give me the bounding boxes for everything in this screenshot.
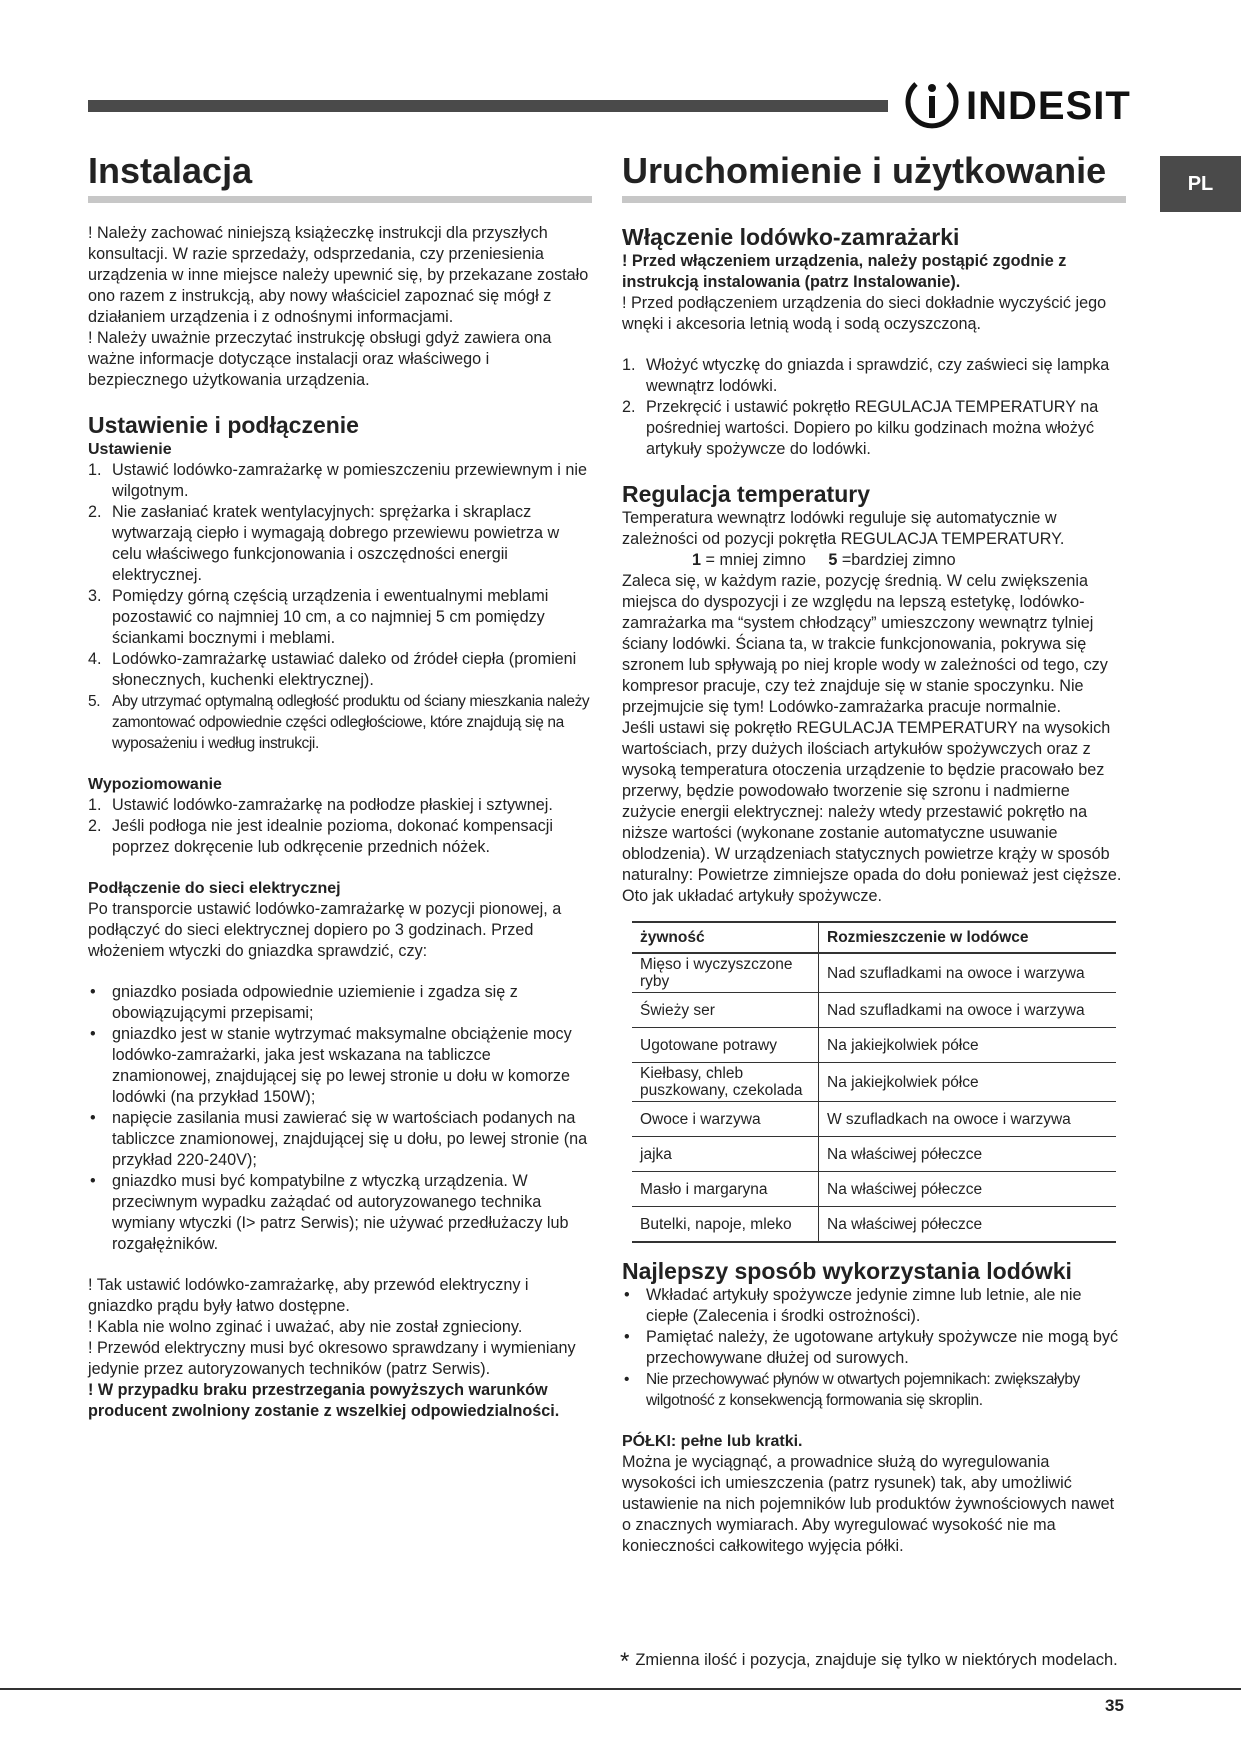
power-symbol-icon [902,74,962,134]
installation-title: Instalacja [88,150,592,203]
warning-note: ! Kabla nie wolno zginać i uważać, aby nie został zgnieciony. [88,1318,523,1336]
start-text: ! Przed podłączeniem urządzenia do sieci dokładnie wyczyścić jego wnęki i akcesoria letnią wodą i sodą oczyszczoną. [622,294,1107,333]
brand-name: INDESIT [966,84,1131,128]
table-row: Masło i margaryna Na właściwej półeczce [632,1172,1116,1207]
table-header-row [632,922,1116,953]
electric-intro: Po transporcie ustawić lodówko-zamrażarkę w pozycji pionowej, a podłączyć do sieci elektrycznej dopiero po 3 godzinach. Przed włożeniem wtyczki do gniazdka sprawdzić, czy: [88,900,562,960]
leveling-list [88,795,592,858]
list-item: 2. Jeśli podłoga nie jest idealnie pozioma, dokonać kompensacji poprzez dokręcenie lub odkręcenie przednich nóżek. [88,817,553,856]
footnote [620,1648,1118,1676]
placement-subtitle: Ustawienie [88,441,172,458]
start-list [622,355,1126,460]
table-row: jajka Na właściwej półeczce [632,1137,1116,1172]
list-item: 2. Przekręcić i ustawić pokrętło REGULACJA TEMPERATURY na pośredniej wartości. Dopiero po kilku godzinach można włożyć artykuły spożywcze do lodówki. [622,398,1099,458]
list-item: • gniazdko musi być kompatybilne z wtyczką urządzenia. W przeciwnym wypadku zażądać od autoryzowanego technika wymiany wtyczki (I> patrz Serwis); nie używać przedłużaczy lub rozgałężników. [90,1172,569,1253]
list-item: 1. Włożyć wtyczkę do gniazda i sprawdzić, czy zaświeci się lampka wewnątrz lodówki. [622,356,1110,395]
electric-check-list [88,982,592,1255]
list-item: 1. Ustawić lodówko-zamrażarkę na podłodze płaskiej i sztywnej. [88,796,553,814]
operation-column [622,150,1126,1557]
table-row: Owoce i warzywa W szufladkach na owoce i warzywa [632,1102,1116,1137]
start-section-title: Włączenie lodówko-zamrażarki [622,224,960,250]
operation-title: Uruchomienie i użytkowanie [622,150,1126,203]
list-item: 3. Pomiędzy górną częścią urządzenia i ewentualnymi meblami pozostawić co najmniej 10 cm, a co najmniej 5 cm pomiędzy ściankami bocznymi i meblami. [88,587,549,647]
intro-paragraph-1: ! Należy zachować niniejszą książeczkę instrukcji dla przyszłych konsultacji. W razie sprzedaży, odsprzedania, czy przeniesienia urządzenia w inne miejsce należy upewnić się, by przekazane zostało ono razem z instrukcją, aby nowy właściciel zapoznać się mógł z działaniem urządzenia i z odnośnymi informacjami. [88,224,589,326]
list-item: • Pamiętać należy, że ugotowane artykuły spożywcze nie mogą być przechowywane dłużej od surowych. [624,1328,1119,1367]
shelves-text: Można je wyciągnąć, a prowadnice służą do wyregulowania wysokości ich umieszczenia (patrz rysunek) tak, aby umożliwić ustawienie na nich pojemników lub produktów żywnościowych nawet o znacznych wymiarach. Aby wyregulować wysokość nie ma konieczności całkowitego wyjęcia półki. [622,1453,1115,1555]
start-warning: ! Przed włączeniem urządzenia, należy postąpić zgodnie z instrukcją instalowania (patrz Instalowanie). [622,252,1067,291]
temperature-section-title: Regulacja temperatury [622,481,870,507]
table-row: Kiełbasy, chleb puszkowany, czekolada Na jakiejkolwiek półce [632,1063,1116,1102]
list-item: 1. Ustawić lodówko-zamrażarkę w pomieszczeniu przewiewnym i nie wilgotnym. [88,461,587,500]
table-row: Mięso i wyczyszczone ryby Nad szufladkami na owoce i warzywa [632,953,1116,993]
list-item: • gniazdko posiada odpowiednie uziemienie i zgadza się z obowiązującymi przepisami; [90,983,518,1022]
list-item: • napięcie zasilania musi zawierać się w wartościach podanych na tabliczce znamionowej, znajdującej się u dołu, po lewej stronie (na przykład 220-240V); [90,1109,588,1169]
list-item: 5. Aby utrzymać optymalną odległość produktu od ściany mieszkania należy zamontować odpowiednie części odległościowe, które znajdują się na wyposażeniu i według instrukcji. [88,693,590,752]
list-item: 2. Nie zasłaniać kratek wentylacyjnych: sprężarka i skraplacz wytwarzają ciepło i wymagają dobrego przewiewu powietrza w celu właściwego funkcjonowania i oszczędności energii elektrycznej. [88,503,560,584]
table-row: Ugotowane potrawy Na jakiejkolwiek półce [632,1028,1116,1063]
best-use-section-title: Najlepszy sposób wykorzystania lodówki [622,1258,1072,1284]
table-header: żywność [632,922,819,953]
leveling-subtitle: Wypoziomowanie [88,776,222,793]
temperature-scale: 1 = mniej zimno 5 =bardziej zimno [692,551,956,569]
warning-note-bold: ! W przypadku braku przestrzegania powyższych warunków producent zwolniony zostanie z wszelkiej odpowiedzialności. [88,1381,560,1420]
footnote-asterisk: * [620,1648,630,1675]
list-item: • gniazdko jest w stanie wytrzymać maksymalne obciążenie mocy lodówko-zamrażarki, jaka jest wskazana na tabliczce znamionowej, znajdującej się po lewej stronie u dołu w komorze lodówki (na przykład 150W); [90,1025,572,1106]
footnote-text: Zmienna ilość i pozycja, znajduje się tylko w niektórych modelach. [635,1651,1118,1669]
intro-paragraph-2: ! Należy uważnie przeczytać instrukcję obsługi gdyż zawiera ona ważne informacje dotyczące instalacji oraz właściwego i bezpiecznego użytkowania urządzenia. [88,329,552,389]
table-row: Butelki, napoje, mleko Na właściwej półeczce [632,1207,1116,1243]
placement-section-title: Ustawienie i podłączenie [88,412,359,438]
best-use-list [622,1285,1126,1411]
footer-rule [0,1688,1241,1690]
table-header: Rozmieszczenie w lodówce [819,922,1117,953]
list-item: • Nie przechowywać płynów w otwartych pojemnikach: zwiększałyby wilgotność z konsekwencją formowania się skroplin. [624,1371,1080,1409]
brand-logo [902,74,1132,134]
temperature-intro: Temperatura wewnątrz lodówki reguluje się automatycznie w zależności od pozycji pokrętła REGULACJA TEMPERATURY. [622,509,1065,548]
temperature-body-2: Jeśli ustawi się pokrętło REGULACJA TEMPERATURY na wysokich wartościach, przy dużych ilościach artykułów spożywczych oraz z wysoką temperatura otoczenia urządzenie to będzie pracowało bez przerwy, będzie powodowało tworzenie się szronu i nadmierne zużycie energii elektrycznej: należy wtedy przestawić pokrętło na niższe wartości (wykonane zostanie automatyczne usuwanie oblodzenia). W urządzeniach statycznych powietrze krąży w sposób naturalny: Powietrze zimniejsze opada do dołu ponieważ jest cięższe. Oto jak układać artykuły spożywcze. [622,719,1122,905]
warning-note: ! Tak ustawić lodówko-zamrażarkę, aby przewód elektryczny i gniazdko prądu były łatwo dostępne. [88,1276,529,1315]
table-row: Świeży ser Nad szufladkami na owoce i warzywa [632,993,1116,1028]
header-bar [88,100,888,112]
shelves-subtitle: PÓŁKI: pełne lub kratki. [622,1433,803,1450]
electric-subtitle: Podłączenie do sieci elektrycznej [88,880,341,897]
temperature-body-1: Zaleca się, w każdym razie, pozycję średnią. W celu zwiększenia miejsca do dyspozycji i ze względu na lepszą estetykę, lodówko-zamrażarka ma “system chłodzący” umieszczony wewnątrz tylniej ściany lodówki. Ściana ta, w trakcie funkcjonowania, pokrywa się szronem lub spływają po niej krople wody w zależności od tego, czy kompresor pracuje, czy też znajduje się w stanie spoczynku. Nie przejmujcie się tym! Lodówko-zamrażarka pracuje normalnie. [622,572,1108,716]
warning-note: ! Przewód elektryczny musi być okresowo sprawdzany i wymieniany jedynie przez autoryzowanych techników (patrz Serwis). [88,1339,576,1378]
installation-column [88,150,592,1422]
placement-list [88,460,592,754]
list-item: 4. Lodówko-zamrażarkę ustawiać daleko od źródeł ciepła (promieni słonecznych, kuchenki elektrycznej). [88,650,577,689]
list-item: • Wkładać artykuły spożywcze jedynie zimne lub letnie, ale nie ciepłe (Zalecenia i środki ostrożności). [624,1286,1082,1325]
food-placement-table [632,921,1116,1243]
page-number: 35 [1105,1696,1124,1715]
language-tab: PL [1160,156,1241,212]
